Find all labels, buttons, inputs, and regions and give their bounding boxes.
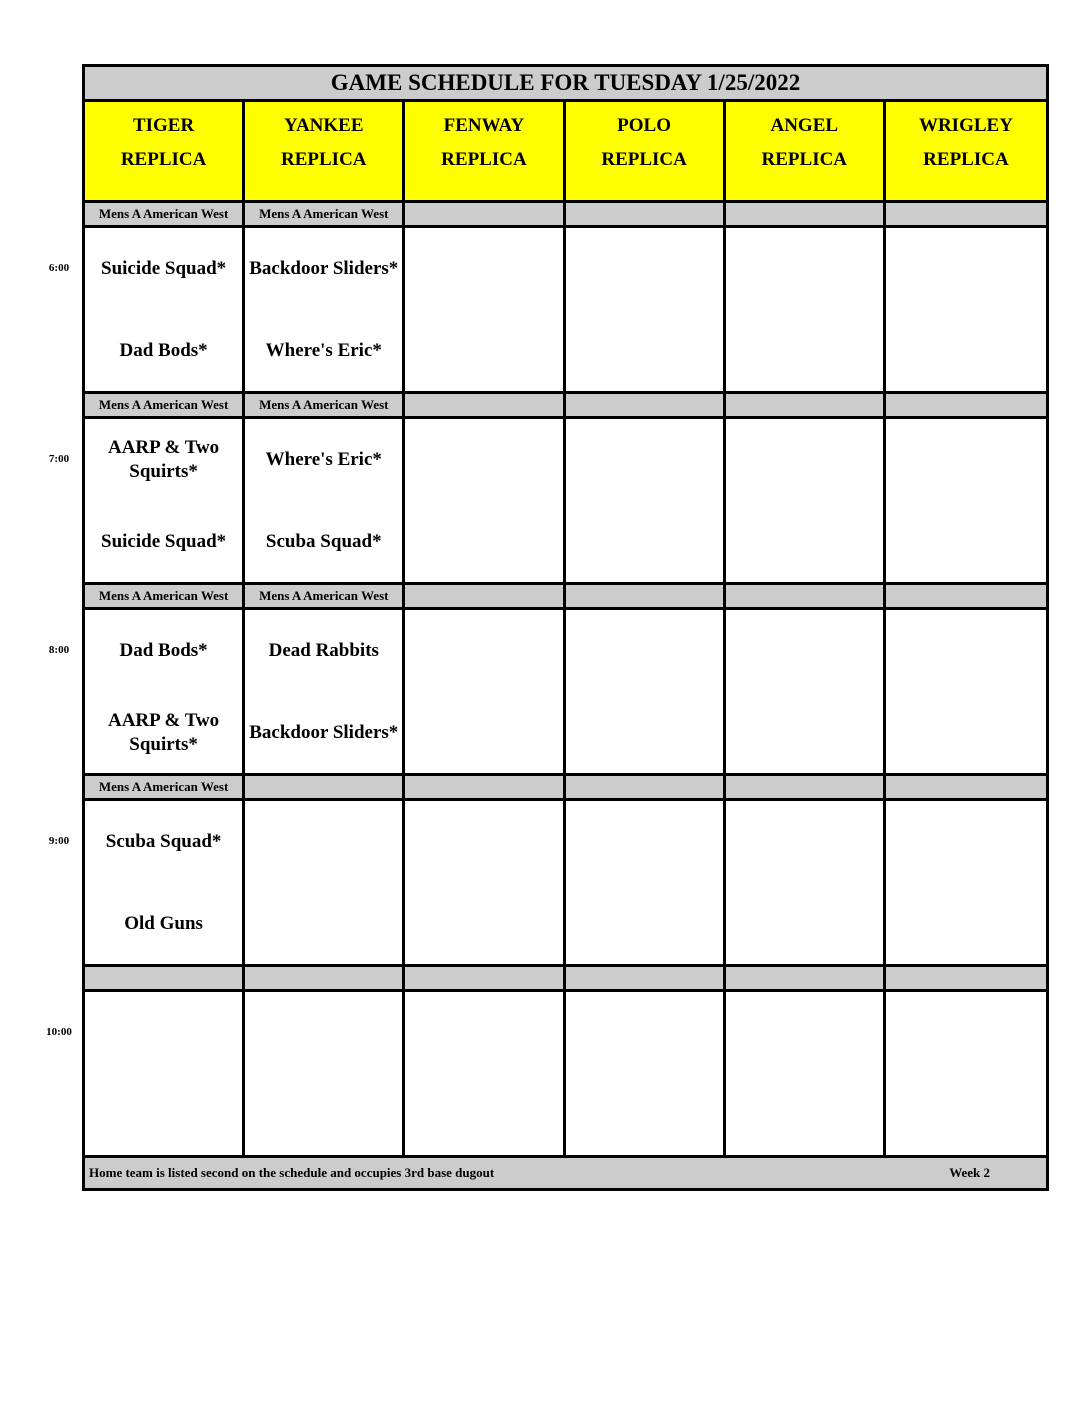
- field-name: TIGER: [132, 115, 195, 136]
- time-slots: [85, 203, 1046, 1158]
- away-team: [566, 816, 723, 868]
- field-name: POLO: [617, 115, 672, 136]
- home-team: [886, 516, 1046, 568]
- game-row: [85, 992, 1046, 1158]
- division-label: [566, 394, 726, 416]
- division-label: [405, 394, 565, 416]
- division-label: [405, 967, 565, 989]
- schedule-footer: [85, 1158, 1046, 1188]
- game-cell: [245, 801, 405, 964]
- home-team: Scuba Squad*: [265, 531, 382, 552]
- game-row: [85, 610, 1046, 776]
- home-team: Backdoor Sliders*: [249, 722, 399, 743]
- away-team: [405, 434, 562, 486]
- game-cell: [245, 228, 405, 391]
- game-row: [85, 419, 1046, 585]
- away-team: [726, 243, 883, 295]
- field-name: WRIGLEY: [918, 115, 1013, 136]
- home-team: [726, 325, 883, 377]
- away-team: [405, 816, 562, 868]
- away-team: [245, 1007, 402, 1059]
- game-cell: [405, 801, 565, 964]
- time-label: 7:00: [48, 453, 70, 465]
- home-team: [245, 898, 402, 950]
- division-label: [886, 776, 1046, 798]
- game-cell: [405, 419, 565, 582]
- home-team: [405, 707, 562, 759]
- footer-note: Home team is listed second on the schedule and occupies 3rd base dugout: [89, 1165, 495, 1180]
- home-team: Old Guns: [124, 913, 203, 934]
- game-cell: [726, 801, 886, 964]
- division-label: [726, 585, 886, 607]
- home-team: [566, 1089, 723, 1141]
- away-team: [405, 243, 562, 295]
- home-team: Where's Eric*: [265, 340, 382, 361]
- division-label: [566, 585, 726, 607]
- field-sub: REPLICA: [281, 149, 367, 170]
- division-label: [566, 776, 726, 798]
- field-sub: REPLICA: [441, 149, 527, 170]
- game-cell: [245, 992, 405, 1155]
- division-label: [726, 967, 886, 989]
- home-team: [566, 898, 723, 950]
- home-team: [726, 898, 883, 950]
- division-row: [85, 203, 1046, 228]
- game-cell: [886, 992, 1046, 1155]
- game-cell: [566, 610, 726, 773]
- division-label: [726, 203, 886, 225]
- schedule-sheet: [82, 64, 1049, 1191]
- game-cell: [566, 801, 726, 964]
- away-team: [566, 625, 723, 677]
- division-row: [85, 776, 1046, 801]
- away-team: [566, 243, 723, 295]
- game-cell: [566, 228, 726, 391]
- division-label: Mens A American West: [85, 585, 245, 607]
- game-cell: [245, 610, 405, 773]
- away-team: Dead Rabbits: [268, 640, 379, 661]
- time-label: 10:00: [46, 1026, 72, 1038]
- game-cell: [85, 610, 245, 773]
- division-row: [85, 967, 1046, 992]
- game-cell: [566, 419, 726, 582]
- field-sub: REPLICA: [601, 149, 687, 170]
- game-row: [85, 228, 1046, 394]
- away-team: [886, 1007, 1046, 1059]
- division-label: [886, 585, 1046, 607]
- division-label: [886, 203, 1046, 225]
- away-team: Where's Eric*: [265, 449, 382, 470]
- field-sub: REPLICA: [923, 149, 1009, 170]
- game-cell: [886, 419, 1046, 582]
- field-header-polo: [566, 102, 726, 200]
- division-label: [405, 203, 565, 225]
- away-team: [886, 434, 1046, 486]
- game-cell: [85, 992, 245, 1155]
- away-team: [886, 243, 1046, 295]
- away-team: [85, 1007, 242, 1059]
- home-team: [726, 516, 883, 568]
- division-label: [245, 776, 405, 798]
- game-cell: [405, 228, 565, 391]
- game-cell: [886, 801, 1046, 964]
- division-label: [405, 776, 565, 798]
- away-team: [886, 625, 1046, 677]
- home-team: AARP & Two Squirts*: [107, 710, 220, 755]
- away-team: [566, 434, 723, 486]
- home-team: [726, 1089, 883, 1141]
- division-label: [566, 203, 726, 225]
- game-cell: [85, 419, 245, 582]
- division-label: Mens A American West: [245, 585, 405, 607]
- division-label: Mens A American West: [245, 203, 405, 225]
- division-label: [886, 967, 1046, 989]
- division-label: Mens A American West: [245, 394, 405, 416]
- division-label: [245, 967, 405, 989]
- field-header-tiger: [85, 102, 245, 200]
- game-cell: [886, 610, 1046, 773]
- home-team: [405, 1089, 562, 1141]
- field-header-yankee: [245, 102, 405, 200]
- division-label: Mens A American West: [85, 203, 245, 225]
- home-team: [85, 1089, 242, 1141]
- game-cell: [566, 992, 726, 1155]
- field-sub: REPLICA: [761, 149, 848, 170]
- away-team: [566, 1007, 723, 1059]
- field-header-wrigley: [886, 102, 1046, 200]
- home-team: [886, 707, 1046, 759]
- away-team: [726, 625, 883, 677]
- division-label: [726, 394, 886, 416]
- time-label: 9:00: [48, 835, 70, 847]
- game-cell: [245, 419, 405, 582]
- game-cell: [85, 801, 245, 964]
- away-team: [726, 816, 883, 868]
- division-label: Mens A American West: [85, 394, 245, 416]
- away-team: Scuba Squad*: [105, 831, 222, 852]
- game-row: [85, 801, 1046, 967]
- game-cell: [726, 610, 886, 773]
- division-label: [886, 394, 1046, 416]
- home-team: [405, 516, 562, 568]
- home-team: [566, 707, 723, 759]
- field-header-row: [85, 102, 1046, 203]
- home-team: [886, 1089, 1046, 1141]
- time-label: 8:00: [48, 644, 70, 656]
- away-team: [886, 816, 1046, 868]
- field-name: ANGEL: [770, 115, 839, 136]
- game-cell: [85, 228, 245, 391]
- away-team: [726, 1007, 883, 1059]
- home-team: [405, 325, 562, 377]
- game-cell: [405, 992, 565, 1155]
- home-team: [726, 707, 883, 759]
- home-team: Suicide Squad*: [101, 531, 227, 552]
- home-team: [566, 516, 723, 568]
- field-header-angel: [726, 102, 886, 200]
- away-team: [405, 625, 562, 677]
- away-team: AARP & Two Squirts*: [107, 437, 220, 482]
- division-label: [566, 967, 726, 989]
- game-cell: [886, 228, 1046, 391]
- home-team: Dad Bods*: [119, 340, 208, 361]
- away-team: Suicide Squad*: [101, 258, 227, 279]
- game-cell: [405, 610, 565, 773]
- field-name: FENWAY: [443, 115, 525, 136]
- division-label: [85, 967, 245, 989]
- home-team: [886, 325, 1046, 377]
- field-sub: REPLICA: [120, 149, 207, 170]
- away-team: [245, 816, 402, 868]
- division-label: Mens A American West: [85, 776, 245, 798]
- game-cell: [726, 228, 886, 391]
- game-cell: [726, 992, 886, 1155]
- away-team: Dad Bods*: [119, 640, 208, 661]
- home-team: [886, 898, 1046, 950]
- home-team: [405, 898, 562, 950]
- division-label: [726, 776, 886, 798]
- away-team: [405, 1007, 562, 1059]
- division-label: [405, 585, 565, 607]
- away-team: Backdoor Sliders*: [249, 258, 399, 279]
- week-label: Week 2: [949, 1165, 990, 1180]
- division-row: [85, 585, 1046, 610]
- time-label: 6:00: [48, 262, 70, 274]
- game-cell: [726, 419, 886, 582]
- away-team: [726, 434, 883, 486]
- home-team: [566, 325, 723, 377]
- division-row: [85, 394, 1046, 419]
- schedule-title: GAME SCHEDULE FOR TUESDAY 1/25/2022: [85, 67, 1046, 102]
- field-header-fenway: [405, 102, 565, 200]
- home-team: [245, 1089, 402, 1141]
- field-name: YANKEE: [283, 115, 364, 136]
